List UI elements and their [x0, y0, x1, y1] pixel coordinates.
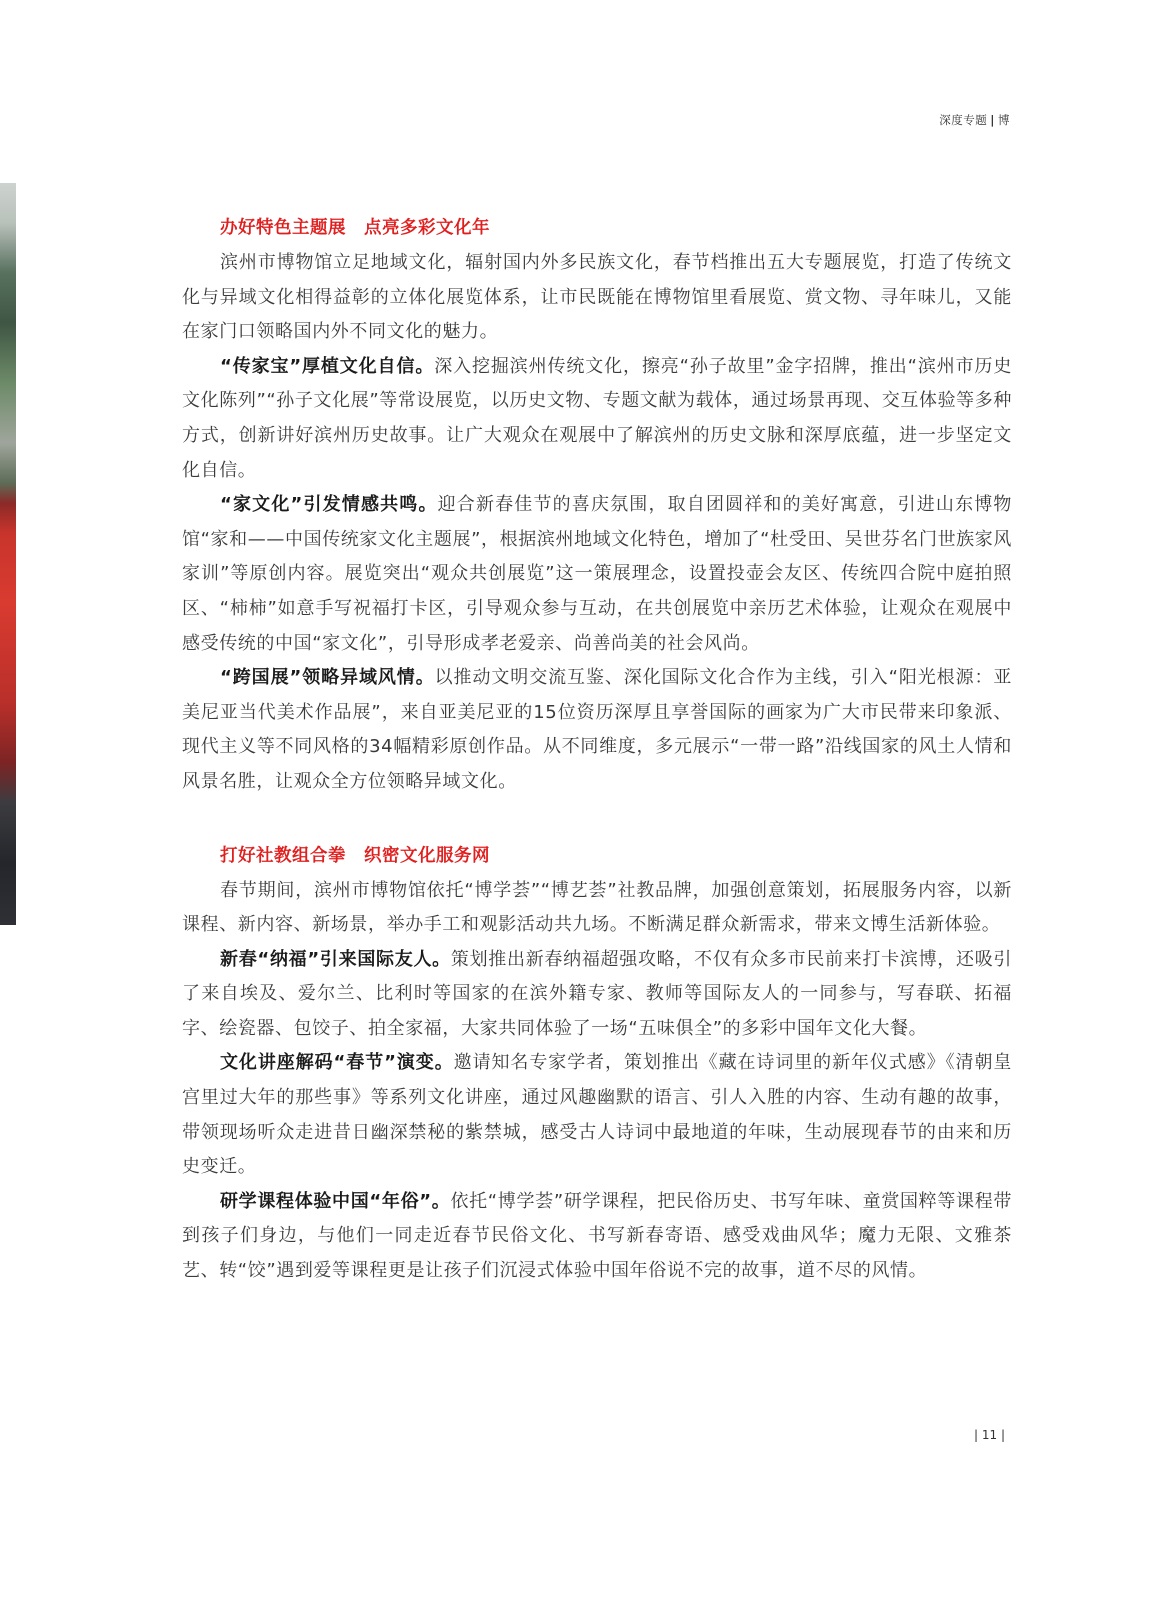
paragraph-text: 以推动文明交流互鉴、深化国际文化合作为主线，引入“阳光根源：亚美尼亚当代美术作品展”，来自亚美尼亚的15位资历深厚且享誉国际的画家为广大市民带来印象派、现代主义等不同风格的34幅精彩原创作品。从不同维度，多元展示“一带一路”沿线国家的风土人情和风景名胜，让观众全方位领略异域文化。	[182, 667, 1013, 792]
section-heading	[220, 842, 1012, 870]
paragraph-lead: 文化讲座解码“春节”演变。	[220, 1052, 454, 1074]
paragraph	[182, 661, 1012, 799]
paragraph	[182, 246, 1012, 350]
running-head-section: 深度专题	[939, 113, 988, 127]
section-heading-part2: 点亮多彩文化年	[364, 218, 490, 238]
section-exhibitions	[182, 214, 1012, 800]
section-heading-part1: 办好特色主题展	[220, 218, 346, 238]
section-heading-part2: 织密文化服务网	[364, 845, 490, 866]
paragraph	[182, 488, 1012, 661]
paragraph	[182, 874, 1012, 943]
paragraph-text: 迎合新春佳节的喜庆氛围，取自团圆祥和的美好寓意，引进山东博物馆“家和——中国传统家文化主题展”，根据滨州地域文化特色，增加了“杜受田、吴世芬名门世族家风家训”等原创内容。展览突出“观众共创展览”这一策展理念，设置投壶会友区、传统四合院中庭拍照区、“柿柿”如意手写祝福打卡区，引导观众参与互动，在共创展览中亲历艺术体验，让观众在观展中感受传统的中国“家文化”，引导形成孝老爱亲、尚善尚美的社会风尚。	[182, 494, 1013, 654]
paragraph-text: 滨州市博物馆立足地域文化，辐射国内外多民族文化，春节档推出五大专题展览，打造了传统文化与异域文化相得益彰的立体化展览体系，让市民既能在博物馆里看展览、赏文物、寻年味儿，又能在家门口领略国内外不同文化的魅力。	[182, 252, 1012, 343]
paragraph	[182, 1046, 1012, 1184]
running-head	[939, 112, 1010, 128]
paragraph	[182, 350, 1012, 488]
article-body	[182, 214, 1012, 1331]
paragraph-lead: “传家宝”厚植文化自信。	[220, 355, 435, 377]
paragraph-text: 深入挖掘滨州传统文化，擦亮“孙子故里”金字招牌，推出“滨州市历史文化陈列”“孙子文化展”等常设展览，以历史文物、专题文献为载体，通过场景再现、交互体验等多种方式，创新讲好滨州历史故事。让广大观众在观展中了解滨州的历史文脉和深厚底蕴，进一步坚定文化自信。	[182, 355, 1012, 481]
section-heading-part1: 打好社教组合拳	[220, 845, 346, 866]
section-heading	[220, 214, 1012, 242]
paragraph-text: 策划推出新春纳福超强攻略，不仅有众多市民前来打卡滨博，还吸引了来自埃及、爱尔兰、比利时等国家的在滨外籍专家、教师等国际友人的一同参与，写春联、拓福字、绘瓷器、包饺子、拍全家福，大家共同体验了一场“五味俱全”的多彩中国年文化大餐。	[182, 948, 1013, 1039]
paragraph-text: 依托“博学荟”研学课程，把民俗历史、书写年味、童赏国粹等课程带到孩子们身边，与他们一同走近春节民俗文化、书写新春寄语、感受戏曲风华；魔力无限、文雅茶艺、转“饺”遇到爱等课程更是让孩子们沉浸式体验中国年俗说不完的故事，道不尽的风情。	[182, 1190, 1012, 1282]
page-number: | 11 |	[974, 1428, 1005, 1442]
paragraph-text: 春节期间，滨州市博物馆依托“博学荟”“博艺荟”社教品牌，加强创意策划，拓展服务内容，以新课程、新内容、新场景，举办手工和观影活动共九场。不断满足群众新需求，带来文博生活新体验。	[182, 879, 1012, 936]
section-education	[182, 842, 1012, 1289]
running-head-tag: 博	[998, 113, 1010, 127]
cropped-photo-edge	[0, 183, 16, 925]
paragraph	[182, 943, 1012, 1047]
paragraph-lead: “跨国展”领略异域风情。	[220, 667, 435, 689]
paragraph-lead: 新春“纳福”引来国际友人。	[220, 948, 451, 970]
running-head-separator: |	[990, 113, 995, 127]
paragraph-lead: “家文化”引发情感共鸣。	[220, 494, 438, 516]
paragraph	[182, 1185, 1012, 1289]
paragraph-text: 邀请知名专家学者，策划推出《藏在诗词里的新年仪式感》《清朝皇宫里过大年的那些事》等系列文化讲座，通过风趣幽默的语言、引人入胜的内容、生动有趣的故事，带领现场听众走进昔日幽深禁秘的紫禁城，感受古人诗词中最地道的年味，生动展现春节的由来和历史变迁。	[182, 1052, 1012, 1178]
paragraph-lead: 研学课程体验中国“年俗”。	[220, 1190, 451, 1212]
